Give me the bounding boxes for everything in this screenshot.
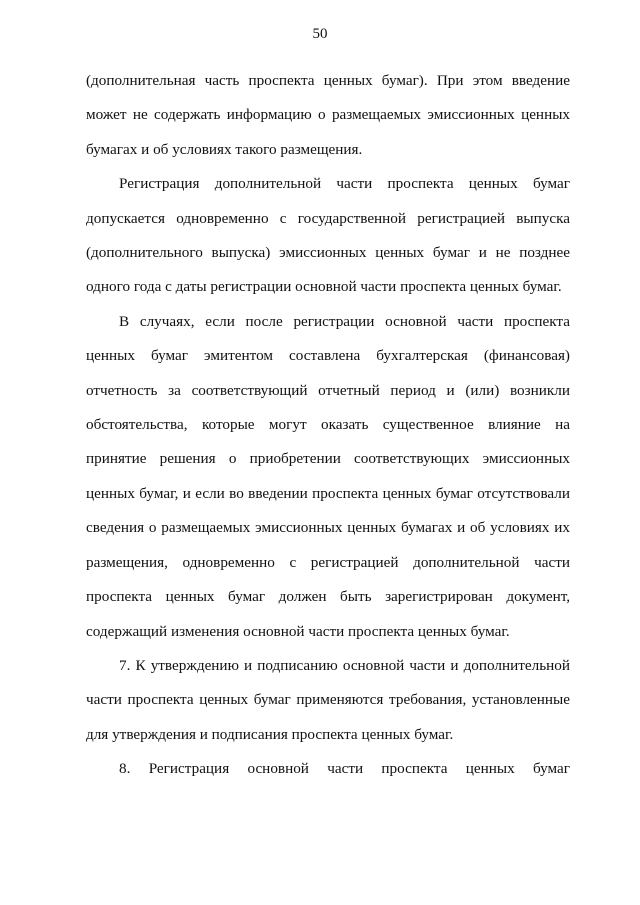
paragraph-changes-registration: В случаях, если после регистрации основной части проспекта ценных бумаг эмитентом составлена бухгалтерская (финансовая) отчетность за соответствующий отчетный период и (или) возникли обстоятельства, которые могут оказать существенное влияние на принятие решения о приобретении соответствующих эмиссионных ценных бумаг, и если во введении проспекта ценных бумаг отсутствовали сведения о размещаемых эмиссионных ценных бумагах и об условиях их размещения, одновременно с регистрацией дополнительной части проспекта ценных бумаг должен быть зарегистрирован документ, содержащий изменения основной части проспекта ценных бумаг. — [86, 312, 570, 640]
page-number: 50 — [312, 26, 328, 42]
document-body — [86, 64, 570, 787]
paragraph-registration-timing: Регистрация дополнительной части проспекта ценных бумаг допускается одновременно с государственной регистрацией выпуска (дополнительного выпуска) эмиссионных ценных бумаг и не позднее одного года с даты регистрации основной части проспекта ценных бумаг. — [86, 175, 570, 296]
paragraph-item-8: 8. Регистрация основной части проспекта ценных бумаг — [119, 760, 570, 778]
paragraph-item-7: 7. К утверждению и подписанию основной части и дополнительной части проспекта ценных бумаг применяются требования, установленные для утверждения и подписания проспекта ценных бумаг. — [86, 656, 570, 743]
paragraph-intro-continuation: (дополнительная часть проспекта ценных бумаг). При этом введение может не содержать информацию о размещаемых эмиссионных ценных бумагах и об условиях такого размещения. — [86, 72, 570, 158]
